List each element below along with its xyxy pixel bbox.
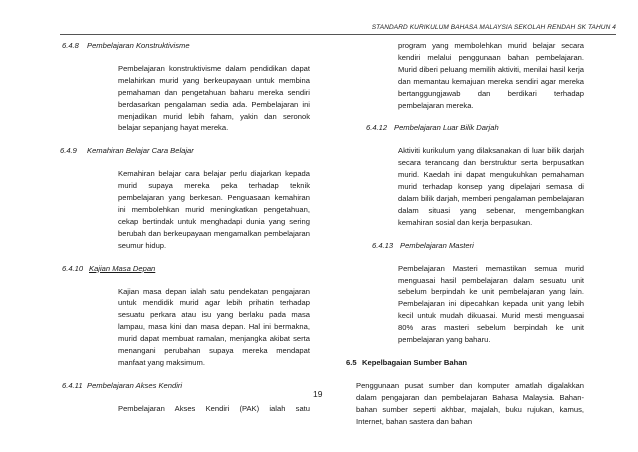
paragraph-6-5: Penggunaan pusat sumber dan komputer amatlah digalakkan dalam pengajaran dan pembelajaran Bahasa Malaysia. Bahan-bahan sumber seperti akhbar, majalah, buku rujukan, kamus, Internet, bahan sastera dan bahan [356, 380, 584, 426]
heading-title: Kemahiran Belajar Cara Belajar [87, 146, 194, 156]
paragraph-6-4-10: Kajian masa depan ialah satu pendekatan pengajaran untuk mendidik murid agar lebih prihatin terhadap sesuatu perkara atau isu yang berlaku pada masa lampau, masa kini dan masa depan. Hal ini bermakna, murid dapat membuat ramalan, menjangka akibat serta menangani perubahan supaya mereka mendapat manfaat yang maksimum. [118, 286, 310, 367]
left-column [60, 40, 310, 415]
heading-number: 6.4.9 [60, 146, 77, 156]
heading-6-5 [346, 357, 584, 369]
heading-6-4-13 [372, 240, 584, 252]
heading-6-4-12 [366, 122, 584, 134]
heading-6-4-9 [60, 145, 310, 157]
heading-number: 6.4.8 [62, 41, 79, 50]
heading-number: 6.4.13 [372, 240, 394, 250]
running-header: STANDARD KURIKULUM BAHASA MALAYSIA SEKOLAH RENDAH SK TAHUN 4 [371, 24, 616, 31]
paragraph-6-4-11-continued: program yang membolehkan murid belajar secara kendiri melalui penggunaan bahan pembelajaran. Murid diberi peluang memilih aktiviti, menilai hasil kerja dan memantau kemajuan mereka sendiri agar mereka bertanggungjawab dan berdikari terhadap pembelajaran mereka. [398, 41, 584, 110]
header-rule [60, 34, 616, 35]
heading-title: Pembelajaran Masteri [400, 240, 474, 250]
heading-number: 6.4.10 [62, 263, 84, 273]
heading-title: Pembelajaran Akses Kendiri [87, 380, 183, 390]
heading-title: Pembelajaran Luar Bilik Darjah [394, 123, 499, 133]
paragraph-6-4-12: Aktiviti kurikulum yang dilaksanakan di luar bilik darjah secara terancang dan berstruktur serta berpusatkan murid. Kaedah ini dapat mengukuhkan pemahaman murid terhadap konsep yang dipelajari semasa di dalam bilik darjah, memberi pengalaman pembelajaran dalam situasi yang sebenar, mengembangkan kemahiran sosial dan kerja berpasukan. [398, 146, 584, 227]
heading-title: Kajian Masa Depan [89, 263, 156, 273]
heading-title: Pembelajaran Konstruktivisme [87, 41, 190, 50]
paragraph-6-4-13: Pembelajaran Masteri memastikan semua murid menguasai hasil pembelajaran dalam sesuatu unit sebelum berpindah ke unit pembelajaran yang lain. Pembelajaran ini dipecahkan kepada unit yang lebih kecil untuk mudah dikuasai. Murid mesti menguasai 80% aras masteri sebelum berpindah ke unit pembelajaran yang baharu. [398, 263, 584, 345]
heading-title: Kepelbagaian Sumber Bahan [362, 357, 468, 367]
right-column [336, 40, 584, 427]
paragraph-6-4-8: Pembelajaran konstruktivisme dalam pendidikan dapat melahirkan murid yang berkeupayaan untuk membina pemahaman dan pengetahuan baharu mereka sendiri berdasarkan pengalaman sedia ada. Pembelajaran ini menjadikan murid lebih faham, yakin dan seronok belajar sepanjang hayat mereka. [118, 63, 310, 133]
heading-number: 6.5 [346, 357, 357, 367]
heading-6-4-8 [62, 40, 310, 52]
heading-6-4-10 [62, 263, 310, 275]
paragraph-6-4-9: Kemahiran belajar cara belajar perlu diajarkan kepada murid supaya mereka peka terhadap teknik pembelajaran yang berkesan. Penguasaan kemahiran ini membolehkan murid meningkatkan pengetahuan, cekap bertindak untuk menghadapi dunia yang sering berubah dan berkeupayaan mengamalkan pembelajaran seumur hidup. [118, 169, 310, 250]
heading-6-4-11 [62, 380, 310, 392]
heading-number: 6.4.12 [366, 123, 388, 133]
page-number: 19 [313, 389, 323, 399]
heading-number: 6.4.11 [62, 380, 83, 390]
paragraph-6-4-11: Pembelajaran Akses Kendiri (PAK) ialah satu [118, 403, 310, 413]
